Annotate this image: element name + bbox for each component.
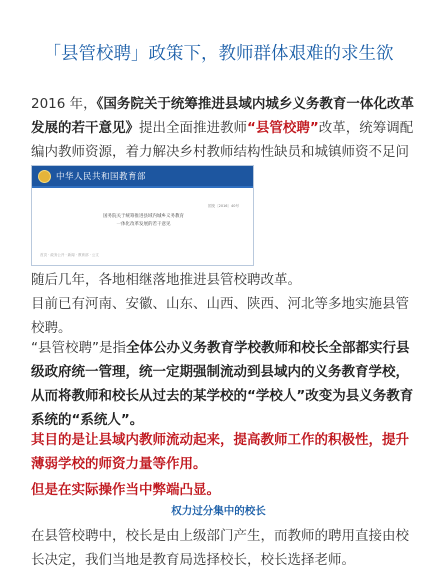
document-name: 《国务院关于统筹推进县域内城乡义务教育一体化改革发展的若干意见》 [31,96,414,136]
definition-lead: “县管校聘”是指 [31,340,126,356]
paragraph-principal: 在县管校聘中，校长是由上级部门产生，而教师的聘用直接由校长决定，我们当地是教育局选择校长，校长选择老师。 [31,528,409,568]
document-title-line-1: 国务院关于统筹推进县域内城乡义务教育 [103,214,184,219]
article-title: 「县管校聘」政策下，教师群体艰难的求生欲 [43,44,394,64]
document-title-line-2: 一体化改革发展的若干意见 [116,222,171,227]
definition-body: 全体公办义务教育学校教师和校长全部都实行县级政府统一管理，统一定期强制流动到县域内的义务教育学校，从而将教师和校长从过去的某学校的“学校人”改变为县义务教育系统的“系统人”。 [31,340,414,428]
page-footer: 首页 · 政务公开 · 新闻 · 教育部 · 公文 [40,253,99,257]
document-number: 国发〔2016〕40号 [208,204,239,208]
paragraph-definition [31,336,417,432]
paragraph-drawback: 但是在实际操作当中弊端凸显。 [31,482,220,498]
paragraph-rollout: 随后几年，各地相继落地推进县管校聘改革。 [31,272,301,288]
intro-year: 2016 年， [31,96,97,112]
intro-text-end: 改革，统筹调配编内教师资源，着力解决乡村教师结构性缺员和城镇师资不足问 [31,120,414,160]
ministry-name: 中华人民共和国教育部 [56,172,147,182]
national-emblem-icon [38,170,51,183]
section-subheading: 权力过分集中的校长 [171,505,266,517]
ministry-header [32,166,253,188]
ministry-document-screenshot [31,165,254,266]
paragraph-purpose: 其目的是让县域内教师流动起来，提高教师工作的积极性，提升薄弱学校的师资力量等作用。 [31,432,409,472]
intro-text: 提出全面推进教师 [139,120,247,136]
policy-name-highlight: “县管校聘” [247,120,319,136]
paragraph-provinces: 目前已有河南、安徽、山东、山西、陕西、河北等多地实施县管校聘。 [31,296,409,336]
